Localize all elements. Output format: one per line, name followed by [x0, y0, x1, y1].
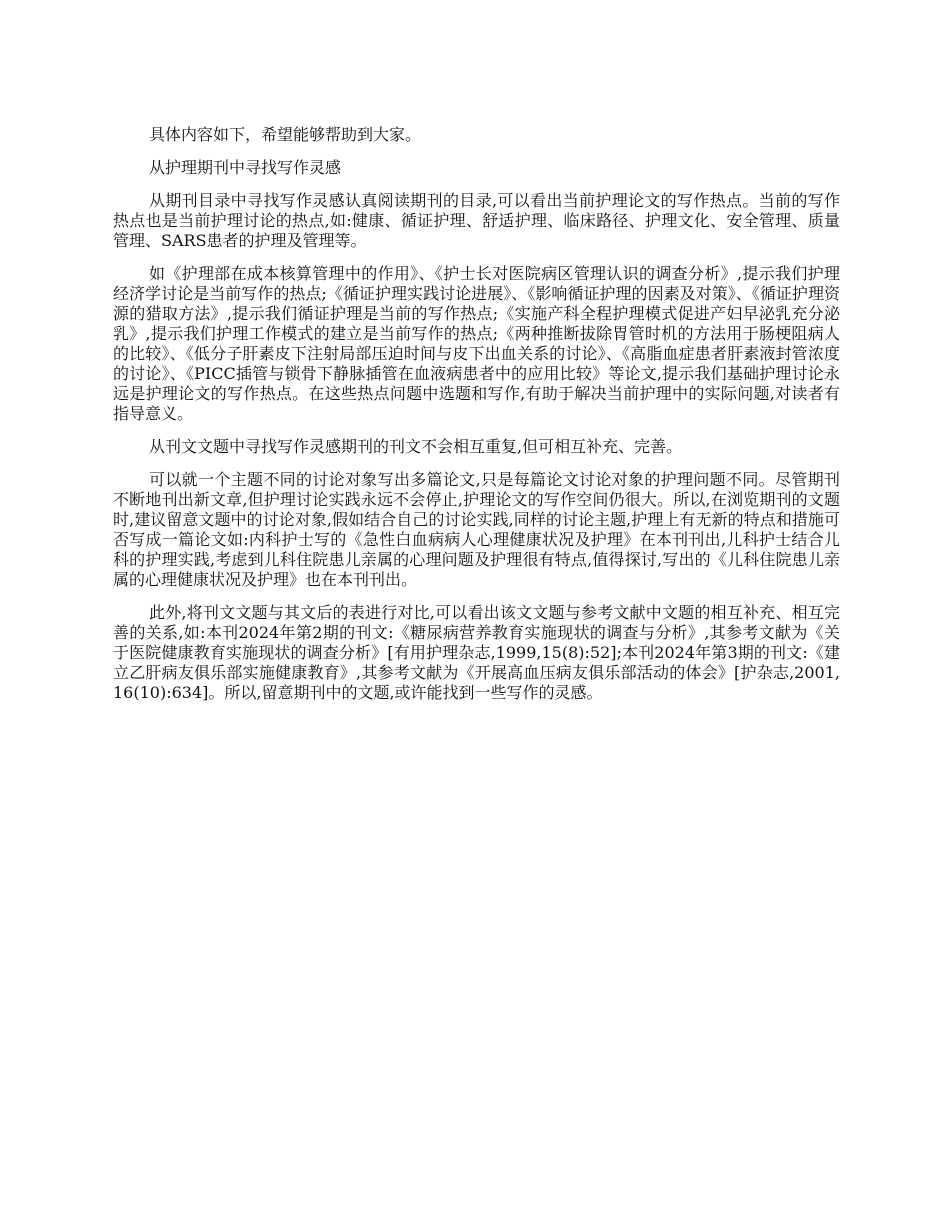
paragraph-references: 此外,将刊文文题与其文后的表进行对比,可以看出该文文题与参考文献中文题的相互补充、相互完善的关系,如:本刊2024年第2期的刊文:《糖尿病营养教育实施现状的调查与分析》,其参考文献为《关于医院健康教育实施现状的调查分析》[有用护理杂志,1999,15(8):52];本刊2024年第3期的刊文:《建立乙肝病友俱乐部实施健康教育》,其参考文献为《开展高血压病友俱乐部活动的体会》[护杂志,2001,16(10):634]。所以,留意期刊中的文题,或许能找到一些写作的灵感。	[113, 603, 840, 702]
paragraph-catalog: 从期刊目录中寻找写作灵感认真阅读期刊的目录,可以看出当前护理论文的写作热点。当前的写作热点也是当前护理讨论的热点,如:健康、循证护理、舒适护理、临床路径、护理文化、安全管理、质量管理、SARS患者的护理及管理等。	[113, 191, 840, 250]
document-body	[113, 125, 840, 716]
paragraph-topics: 可以就一个主题不同的讨论对象写出多篇论文,只是每篇论文讨论对象的护理问题不同。尽管期刊不断地刊出新文章,但护理讨论实践永远不会停止,护理论文的写作空间仍很大。所以,在浏览期刊的文题时,建议留意文题中的讨论对象,假如结合自己的讨论实践,同样的讨论主题,护理上有无新的特点和措施可否写成一篇论文如:内科护士写的《急性白血病病人心理健康状况及护理》在本刊刊出,儿科护士结合儿科的护理实践,考虑到儿科住院患儿亲属的心理问题及护理很有特点,值得探讨,写出的《儿科住院患儿亲属的心理健康状况及护理》也在本刊刊出。	[113, 470, 840, 589]
paragraph-intro: 具体内容如下，希望能够帮助到大家。	[149, 125, 422, 144]
paragraph-titles: 从刊文文题中寻找写作灵感期刊的刊文不会相互重复,但可相互补充、完善。	[149, 437, 683, 456]
paragraph-heading: 从护理期刊中寻找写作灵感	[149, 158, 342, 177]
paragraph-examples: 如《护理部在成本核算管理中的作用》、《护士长对医院病区管理认识的调查分析》,提示我们护理经济学讨论是当前写作的热点;《循证护理实践讨论进展》、《影响循证护理的因素及对策》、《循证护理资源的猎取方法》,提示我们循证护理是当前的写作热点;《实施产科全程护理模式促进产妇早泌乳充分泌乳》,提示我们护理工作模式的建立是当前写作的热点;《两种推断拔除胃管时机的方法用于肠梗阻病人的比较》、《低分子肝素皮下注射局部压迫时间与皮下出血关系的讨论》、《高脂血症患者肝素液封管浓度的讨论》、《PICC插管与锁骨下静脉插管在血液病患者中的应用比较》等论文,提示我们基础护理讨论永远是护理论文的写作热点。在这些热点问题中选题和写作,有助于解决当前护理中的实际问题,对读者有指导意义。	[113, 264, 840, 423]
